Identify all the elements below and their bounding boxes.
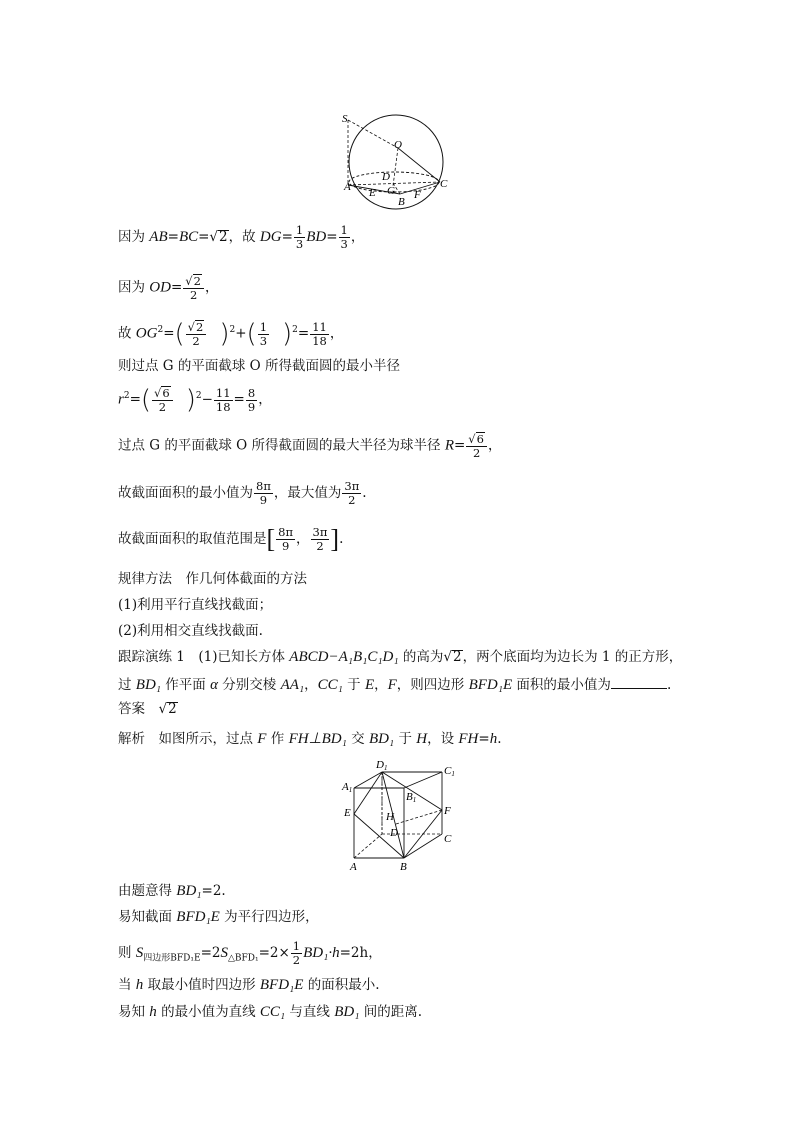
line-12: 跟踪演练 1 (1)已知长方体 ABCD−A₁B₁C₁D₁ 的高为√2，两个底面均为边长为 1 的正方形， <box>118 649 683 665</box>
line-11: (2)利用相交直线找截面. <box>118 623 263 639</box>
line-7: 故截面面积的最小值为 $\frac{8\pi}{9}$ ，最大值为 $\frac{3\pi}{2}$ . <box>118 479 367 507</box>
sphere-label-f: F <box>414 189 421 201</box>
line-5: $r^2=$( $\frac{√6}{2}$ )$^2$− $\frac{11}{18}$ = $\frac{8}{9}$ ， <box>118 385 272 415</box>
answer-blank <box>611 674 667 689</box>
line-20: 易知 h 的最小值为直线 CC₁ 与直线 BD₁ 间的距离. <box>118 1004 423 1020</box>
sphere-figure <box>336 110 456 210</box>
cuboid-figure <box>338 758 468 876</box>
line-9: 规律方法 作几何体截面的方法 <box>118 571 307 587</box>
sphere-label-g: G <box>387 185 395 197</box>
line-19: 当 h 取最小值时四边形 BFD₁E 的面积最小. <box>118 977 380 993</box>
line-13: 过 BD₁ 作平面 α 分别交棱 AA₁，CC₁ 于 E，F，则四边形 BFD₁E 面积的最小值为 . <box>118 674 671 694</box>
cube-label-a: A <box>350 861 357 873</box>
cube-label-d1: D1 <box>376 759 388 772</box>
cube-label-b: B <box>400 861 407 873</box>
cube-label-a1: A1 <box>342 781 353 794</box>
line-3: 故 $OG^2=$( $\frac{√2}{2}$ )$^2$+( $\frac{1}{3}$ )$^2$= $\frac{11}{18}$ ， <box>118 319 344 349</box>
line-15: 解析 如图所示，过点 F 作 FH⊥BD₁ 交 BD₁ 于 H，设 FH=h. <box>118 731 502 747</box>
cube-label-c: C <box>444 833 452 845</box>
line-6: 过点 G 的平面截球 O 所得截面圆的最大半径为球半径 R= $\frac{√6}{2}$ ， <box>118 432 502 460</box>
sphere-label-o: O <box>394 139 402 151</box>
cube-label-e: E <box>344 807 351 819</box>
line-16: 由题意得 BD₁=2. <box>118 883 226 899</box>
sphere-label-e: E <box>369 187 376 199</box>
sphere-label-b: B <box>398 196 405 208</box>
cube-label-h: H <box>386 811 394 823</box>
line-14: 答案 √2 <box>118 701 177 717</box>
sphere-label-d: D <box>382 171 390 183</box>
sphere-label-s: S <box>342 113 348 125</box>
line-4: 则过点 G 的平面截球 O 所得截面圆的最小半径 <box>118 358 401 374</box>
cube-label-f: F <box>444 805 451 817</box>
sphere-label-a: A <box>344 181 351 193</box>
cube-label-c1: C1 <box>444 765 455 778</box>
sphere-label-c: C <box>440 178 448 190</box>
cube-label-d: D <box>390 827 398 839</box>
line-1: 因为 AB=BC=√2，故 DG= $\frac{1}{3}$ BD= $\frac{1}{3}$ ， <box>118 223 365 251</box>
line-17: 易知截面 BFD₁E 为平行四边形， <box>118 909 319 925</box>
line-18: 则 $S_{四边形BFD_1E}=2S_{\triangle BFD_1}=2\times$ $\frac{1}{2}$ BD₁·h=2h， <box>118 939 382 967</box>
line-10: (1)利用平行直线找截面； <box>118 597 273 613</box>
line-8: 故截面面积的取值范围是[ $\frac{8\pi}{9}$ ， $\frac{3\pi}{2}$ ]. <box>118 524 344 554</box>
line-2: 因为 OD= $\frac{√2}{2}$ ， <box>118 274 219 302</box>
cube-label-b1: B1 <box>406 791 417 804</box>
